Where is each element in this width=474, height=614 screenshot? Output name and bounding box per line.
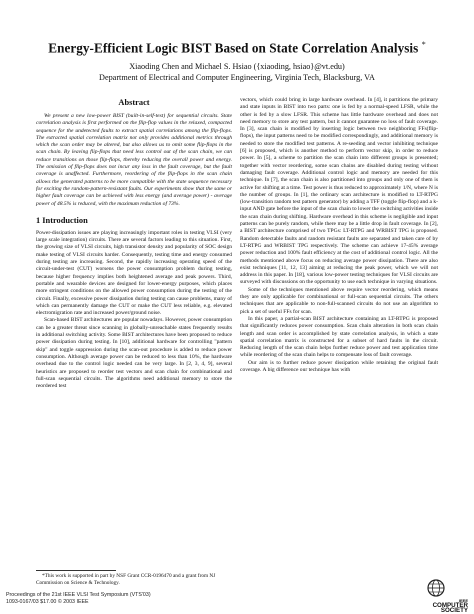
footnote-rule [36, 570, 116, 571]
left-column [36, 98, 232, 390]
intro-paragraph-1: Power-dissipation issues are playing increasingly important roles in testing VLSI (very large scale integration) circuits. There are several factors leading to this situation. First, the growing size of VLSI circuits, high transistor density and popularity of SOC design make testing of VLSI circuits harder. Consequently, testing time and energy consumed during testing are increasing. Second, the rapidly increasing operating speed of the circuit-under-test (CUT) worsens the power consumption problem during testing, because higher frequency implies both heightened average and peak powers. Third, portable and wearable devices are designed for lower-energy purposes, which places more stringent conditions on the allowed power consumption during the testing of the circuit. Finally, excessive power dissipation during testing can cause problems, many of which can permanently damage the CUT or make the CUT less reliable, e.g. elevated electromigration rate and increased power/ground noise. [36, 229, 232, 317]
proceedings-line-1: Proceedings of the 21st IEEE VLSI Test Symposium (VTS'03) [6, 592, 151, 598]
abstract-heading: Abstract [118, 98, 150, 107]
paper-title [0, 40, 474, 56]
affiliation: Department of Electrical and Computer Engineering, Virginia Tech, Blacksburg, VA [99, 73, 375, 82]
logo-line-3: SOCIETY [440, 607, 468, 614]
paper-title-text: Energy-Efficient Logic BIST Based on State Correlation Analysis [48, 40, 419, 56]
introduction-heading: 1 Introduction [36, 215, 88, 225]
logo-line-2: COMPUTER [432, 602, 468, 610]
right-paragraph-1: vectors, which could bring in large hardware overhead. In [4], it partitions the primary and state inputs in BIST into two parts: one is fed by a normal-speed LFSR, while the other is fed by a slow LFSR. This scheme has little hardware overhead and does not need memory to store any test pattern, but it cannot guarantee no loss of fault coverage. In [3], scan chain is modified by inserting logic between two neighboring FFs(flip-flops), the input patterns need to be modified correspondingly, and additional memory is needed to store the modified test patterns. A re-seeding and vector inhibiting technique [6] is proposed, which is another method to perform vector skip, in order to reduce power. In [5], a scheme to partition the scan chain into different groups is presented; together with vector reordering, some scan chains are disabled during testing without damaging fault coverage. Additional control logic and memory are needed for this technique. In [7], the scan chain is also partitioned into groups and only one of them is active for shifting at a time. Test power is thus reduced to approximately 1/N, where N is the number of groups. In [1], the ordinary scan architecture is modified to LT-RTPG (low-transition random test pattern generator) by adding a TFF (toggle flip-flop) and a k-input AND gate before the input of the scan chain to lower the switching activities inside the scan chain during shifting. Hardware overhead in this scheme is negligible and input patterns can be purely random, while there may be a little drop in fault coverage. In [2], a BIST architecture comprised of two TPGs: LT-RTPG and WRBIST TPG is proposed. Random detectable faults and random resistant faults are separated and taken care of by LT-RTPG and WRBIST TPG respectively. The scheme can achieve 17-45% average power reduction and 100% fault efficiency at the cost of additional control logic. All the methods mentioned above focus on reducing average power dissipation. There are also exist techniques [11, 12, 13] aiming at reducing the peak power, which we will not address in this paper. In [18], various low-power testing techniques for VLSI circuits are surveyed with discussions on the opportunity to use each technique in varying situations. [240, 97, 438, 286]
right-column [240, 97, 438, 374]
proceedings-line-2: 1093-0167/03 $17.00 © 2003 IEEE [6, 598, 89, 605]
right-paragraph-2: Some of the techniques mentioned above require vector reordering, which means they are only applicable for combinational or full-scan sequential circuits. The others techniques that are applicable to non-full-scanned circuits do not use an algorithm to pick a set of useful FFs for scan. [240, 286, 438, 315]
title-footnote-mark: * [421, 40, 426, 49]
abstract-text: We present a new low-power BIST (built-in-self-test) for sequential circuits. State correlation analysis is first performed on the flip-flop values in the relaxed, compacted sequence for the undetected faults to extract spatial correlations among the flip-flops. The extracted spatial correlation matrix not only provides additional metrics through which the scan order may be altered, but also allows us to omit some flip-flops in the scan chain. By leaving flip-flops that need less control out of the scan chain, we can reduce transitions on those flip-flops, thereby reducing the overall power and energy. The omission of flip-flops does not incur any loss in the fault coverage, but the fault coverage is unaffected. Furthermore, reordering of the flip-flops in the scan chain allows the generated patterns to be more compatible with the state sequence necessary for exciting the random-pattern-resistant faults. Our experiments show that the same or higher fault coverage can be achieved with less energy (and average power) - average power of 48.5% is reduced, with the maximum reduction of 73%. [36, 113, 232, 207]
proceedings-info [6, 592, 151, 605]
logo-wordmark [404, 598, 468, 614]
footnote-text: *This work is supported in part by NSF Grant CCR-0196470 and a grant from NJ Commission on Science & Technology. [36, 573, 216, 586]
logo-line-1: IEEE [458, 598, 468, 603]
right-paragraph-4: Our aim is to further reduce power dissipation while retaining the original fault coverage. A big difference our technique has with [240, 359, 438, 373]
right-paragraph-3: In this paper, a partial-scan BIST architecture containing an LT-RTPG is proposed that significantly reduces power consumption. Scan chain alteration in both scan chain length and scan order is accomplished by state correlation analysis, in which a state spatial correlation matrix is constructed for a subset of hard faults in the circuit. Reducing length of the scan chain helps further reduce power and test application time while reordering of the scan chain helps to compensate loss of fault coverage. [240, 315, 438, 359]
authors: Xiaoding Chen and Michael S. Hsiao ({xiaoding, hsiao}@vt.edu) [129, 62, 345, 71]
footnote [36, 573, 232, 586]
intro-paragraph-2: Scan-based BIST architectures are popular nowadays. However, power consumption can be a greater threat since scanning in globally-unreachable states frequently results in additional switching activity. Some BIST architectures have been proposed to reduce power dissipation during testing. In [10], additional hardware for controlling "pattern skip" and toggle suppression during the scan-out procedure is added to reduce power consumption. Although average power can be reduced to less than 10%, the hardware overhead due to the control logic needed can be very large. In [2, 3, 4, 9], several heuristics are proposed to reorder test vectors and scan chain for combinational and full-scan sequential circuits. The algorithms need additional memory to store the reordered test [36, 317, 232, 390]
